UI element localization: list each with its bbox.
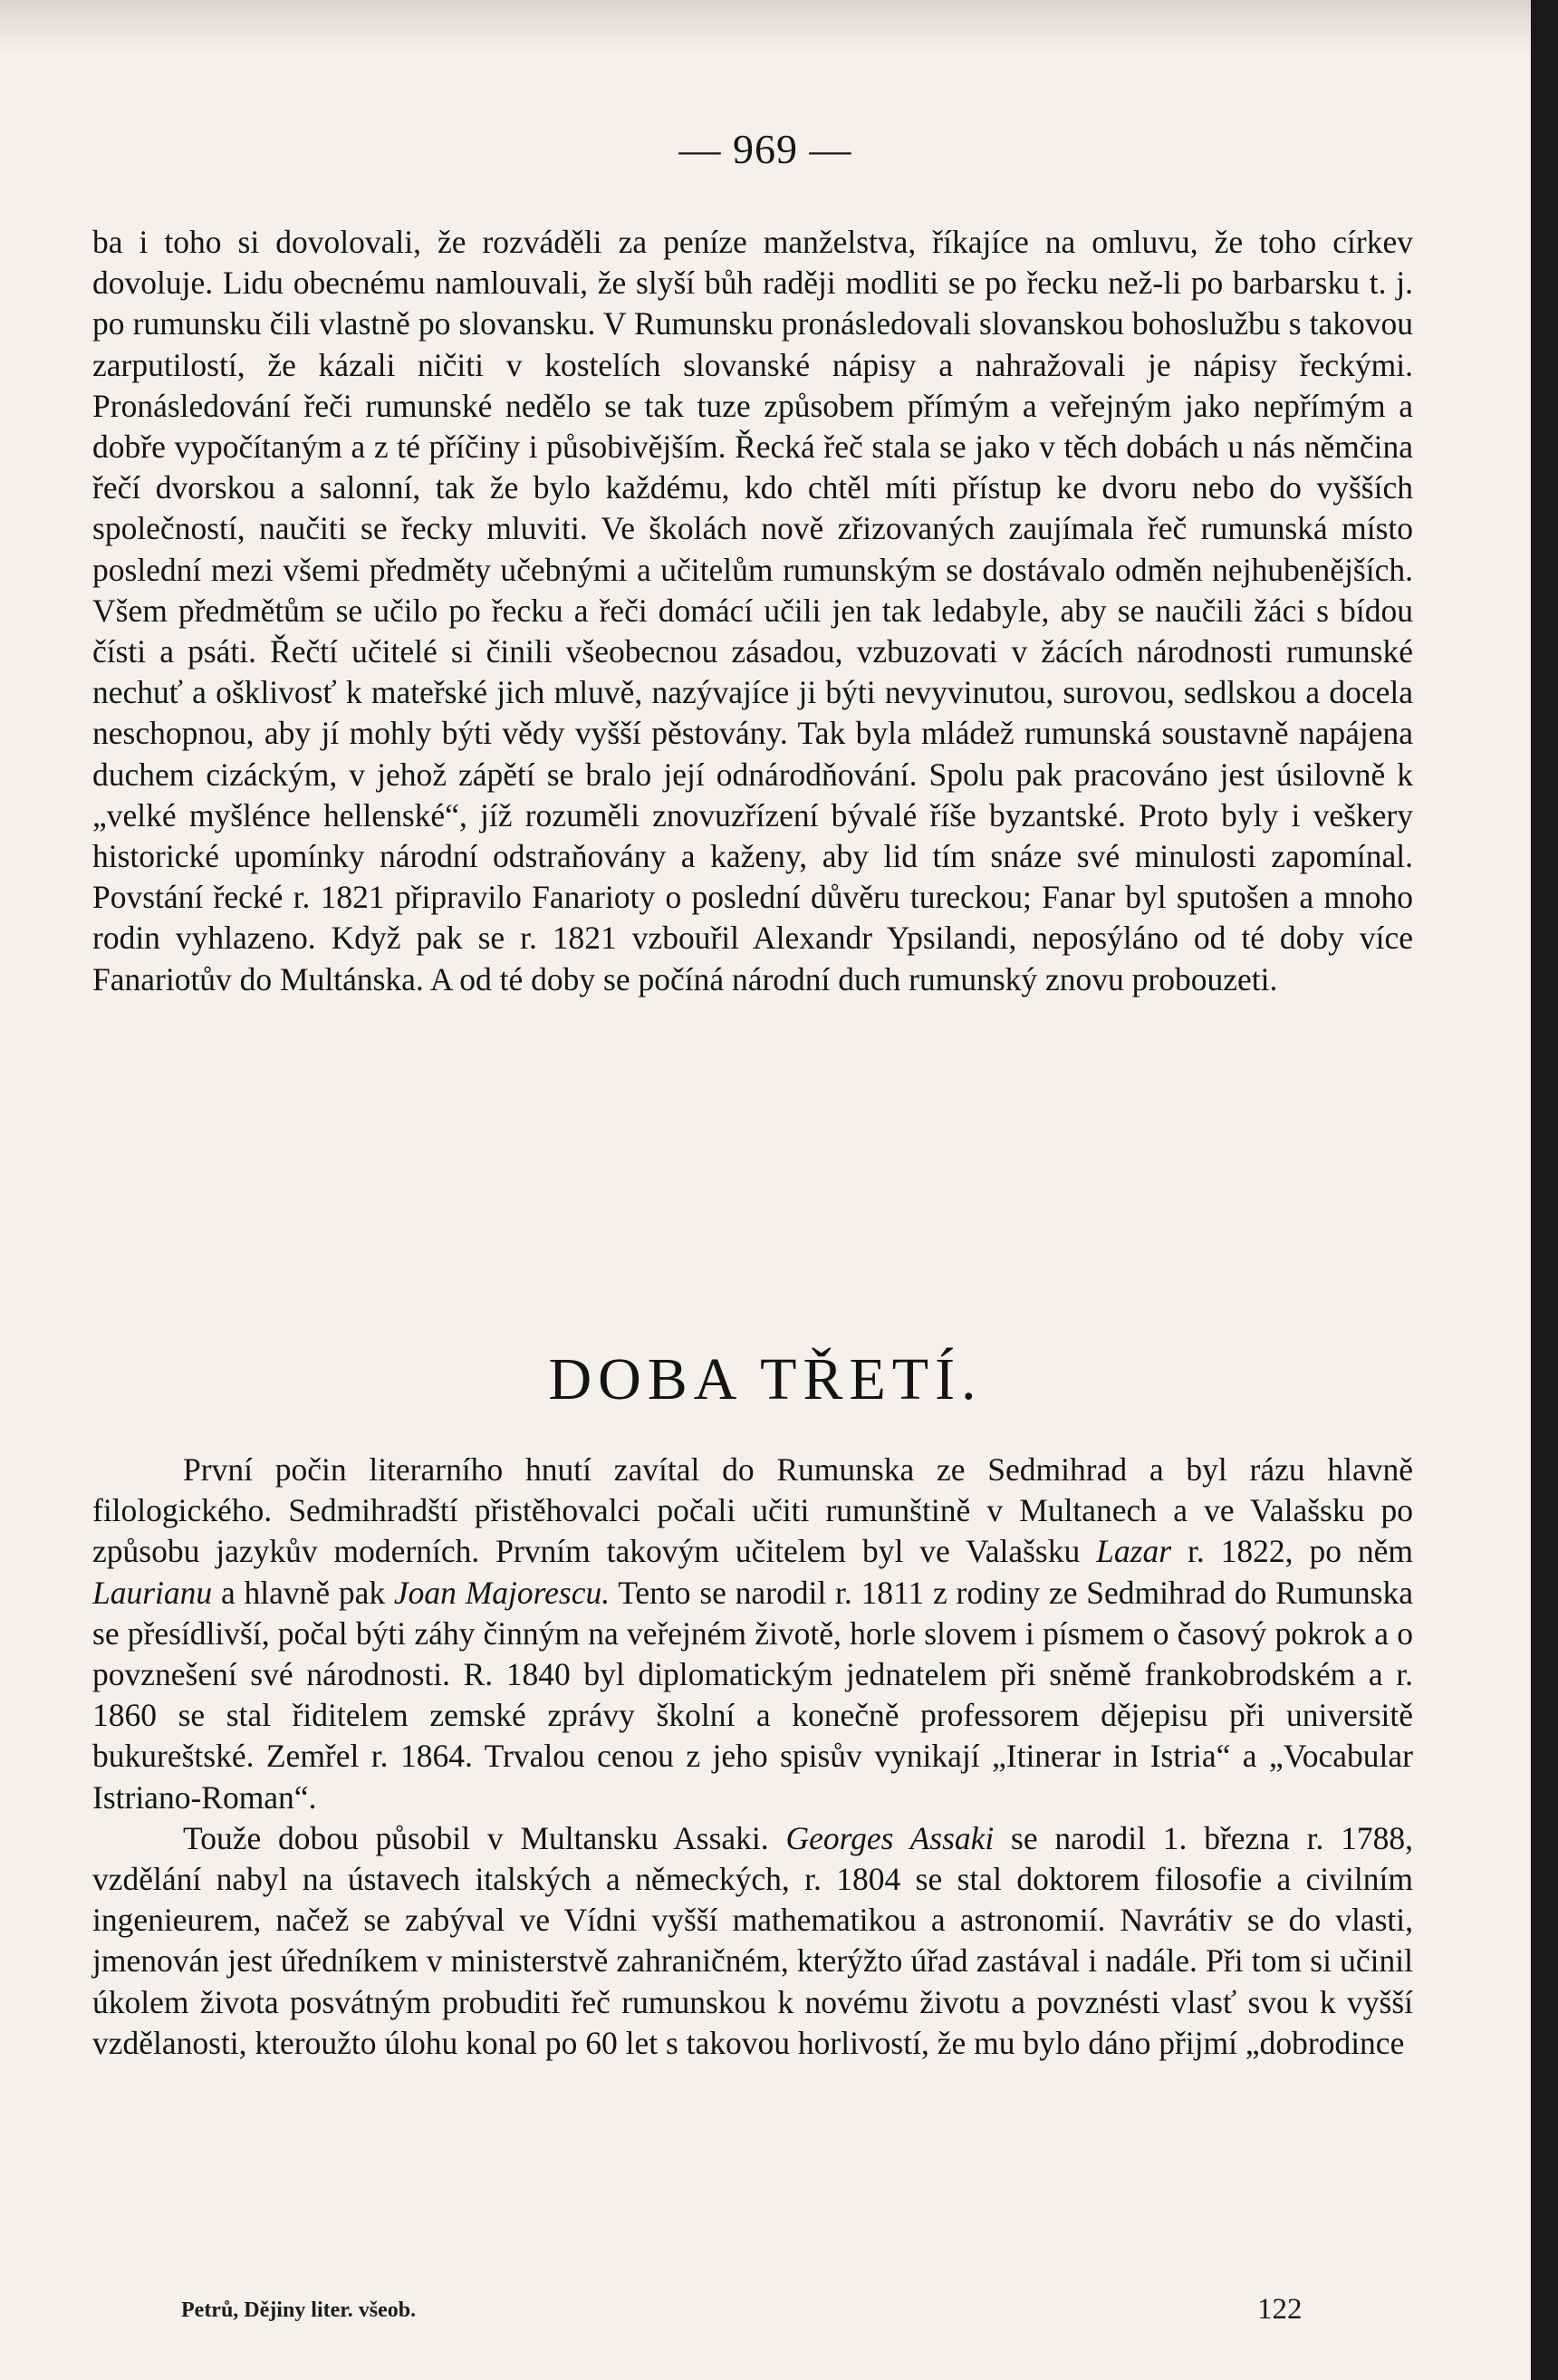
paragraph-2-text: Tento se narodil r. 1811 z rodiny ze Sedmihrad do Rumunska se přesídlivší, počal býti záhy činným na veřejném životě, horle slovem i písmem o časový pokrok a o povznešení své národnosti. R. 1840 byl diplomatickým jednatelem při sněmě frankobrodském a r. 1860 se stal řiditelem zemské zprávy školní a konečně professorem dějepisu při universitě bukureštské. Zemřel r. 1864. Trvalou cenou z jeho spisův vynikají „Itinerar in Istria“ a „Vocabular Istriano-Roman“. [92,1574,1413,1816]
person-name: Lazar [1096,1533,1172,1570]
chapter-heading: DOBA TŘETÍ. [548,1346,983,1412]
person-name: Laurianu [92,1574,213,1611]
text-block-upper [92,222,1413,1000]
paragraph-1: ba i toho si dovolovali, že rozváděli za peníze manželstva, říkajíce na omluvu, že toho církev dovoluje. Lidu obecnému namlouvali, že slyší bůh raději modliti se po řecku než-li po barbarsku t. j. po rumunsku čili vlastně po slovansku. V Rumunsku pronásledovali slovanskou bohoslužbu s takovou zarputilostí, že kázali ničiti v kostelích slovanské nápisy a nahražovali je nápisy řeckými. Pronásledování řeči rumunské nedělo se tak tuze způsobem přímým a veřejným jako nepřímým a dobře vypočítaným a z té příčiny i působivějším. Řecká řeč stala se jako v těch dobách u nás němčina řečí dvorskou a salonní, tak že bylo každému, kdo chtěl míti přístup ke dvoru nebo do vyšších společností, naučiti se řecky mluviti. Ve školách nově zřizovaných zaujímala řeč rumunská místo poslední mezi všemi předměty učebnými a učitelům rumunským se dostávalo odměn nejhubenějších. Všem předmětům se učilo po řecku a řeči domácí učili jen tak ledabyle, aby se naučili žáci s bídou čísti a psáti. Řečtí učitelé si činili všeobecnou zásadou, vzbuzovati v žácích národnosti rumunské nechuť a ošklivosť k mateřské jich mluvě, nazývajíce ji býti nevyvinutou, surovou, sedlskou a docela neschopnou, aby jí mohly býti vědy vyšší pěstovány. Tak byla mládež rumunská soustavně napájena duchem cizáckým, v jehož zápětí se bralo její odnárodňování. Spolu pak pracováno jest úsilovně k „velké myšlénce hellenské“, jíž rozuměli znovuzřízení bývalé říše byzantské. Proto byly i veškery historické upomínky národní odstraňovány a kaženy, aby lid tím snáze své minulosti zapomínal. Povstání řecké r. 1821 připravilo Fanarioty o poslední důvěru tureckou; Fanar byl sputošen a mnoho rodin vyhlazeno. Když pak se r. 1821 vzbouřil Alexandr Ypsilandi, neposýláno od té doby více Fanariotův do Multánska. A od té doby se počíná národní duch rumunský znovu probouzeti. [92,224,1413,997]
paragraph-2-text: r. 1822, po něm [1171,1533,1413,1570]
footer-signature: 122 [1257,2293,1303,2326]
paragraph-3-text: Touže dobou působil v Multansku Assaki. [183,1819,786,1856]
page-number: — 969 — [678,126,852,172]
person-name: Joan Majorescu. [393,1574,611,1611]
paragraph-2 [92,1450,1413,1818]
paragraph-3-text: se narodil 1. března r. 1788, vzdělání nabyl na ústavech italských a německých, r. 1804 se stal doktorem filosofie a civilním ingenieurem, načež se zabýval ve Vídni vyšší mathematikou a astronomií. Navrátiv se do vlasti, jmenován jest úředníkem v ministerstvě zahraničném, kterýžto úřad zastával i nadále. Při tom si učinil úkolem života posvátným probuditi řeč rumunskou k novému životu a povznésti vlasť svou k vyšší vzdělanosti, kteroužto úlohu konal po 60 let s takovou horlivostí, že mu bylo dáno přijmí „dobrodince [92,1819,1413,2061]
person-name: Georges Assaki [785,1819,995,1856]
page-edge-shadow [0,0,1531,54]
footer-source: Petrů, Dějiny liter. všeob. [181,2298,417,2322]
text-block-lower [92,1450,1413,2064]
paragraph-3 [92,1818,1413,2064]
paragraph-2-text: a hlavně pak [212,1574,394,1611]
paragraph-2-text: První počin literarního hnutí zavítal do Rumunska ze Sedmihrad a byl rázu hlavně filologického. Sedmihradští přistěhovalci počali učiti rumunštině v Multanech a ve Valašsku po způsobu jazykův moderních. Prvním takovým učitelem byl ve Valašsku [92,1451,1413,1570]
